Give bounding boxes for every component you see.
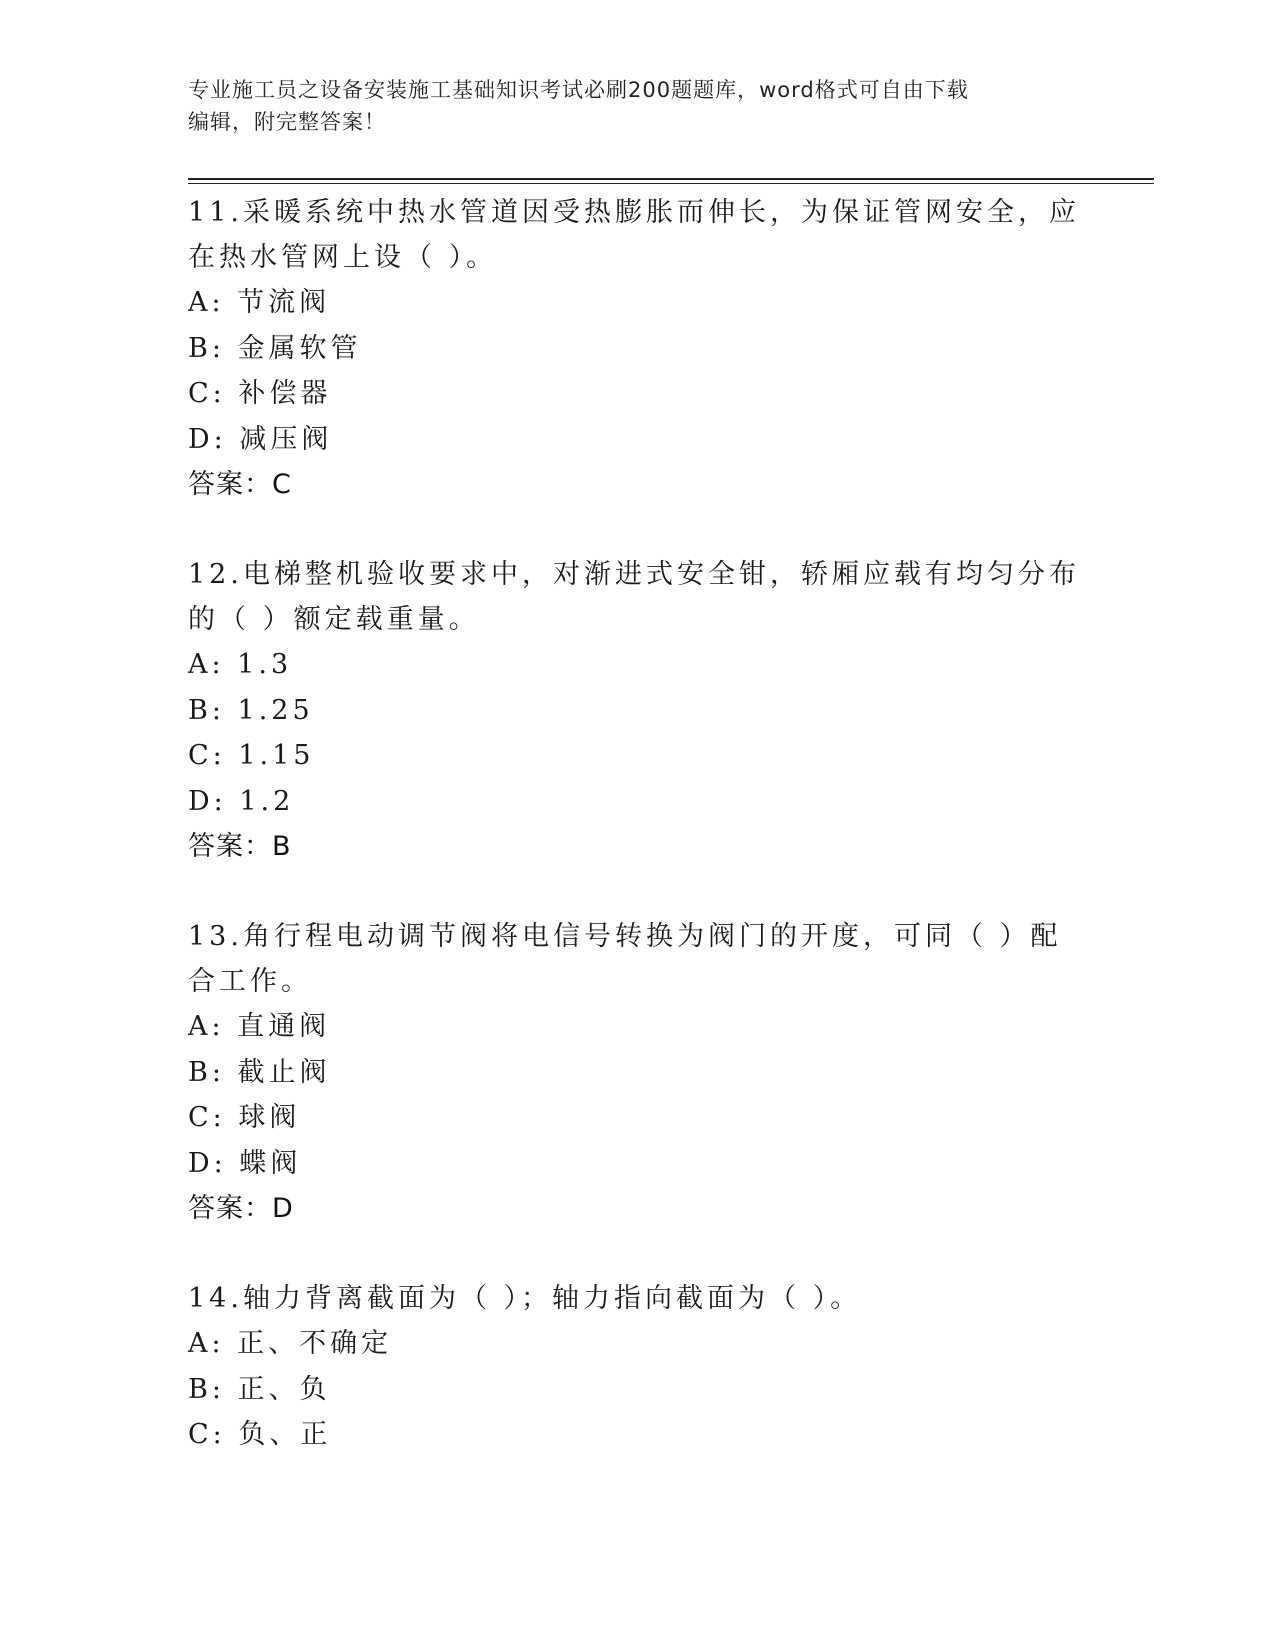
header-title-line-1: 专业施工员之设备安装施工基础知识考试必刷200题题库，word格式可自由下载	[188, 78, 969, 102]
question-text: 14.轴力背离截面为（ ）；轴力指向截面为（ ）。	[188, 1283, 862, 1314]
option-c: C: 1.15	[188, 740, 315, 771]
option-c: C: 负、正	[188, 1419, 332, 1450]
question-text: 13.角行程电动调节阀将电信号转换为阀门的开度，可同（ ）配合工作。	[188, 921, 1062, 997]
option-d: D: 1.2	[188, 785, 295, 817]
header-divider-thick	[188, 178, 1154, 180]
option-a: A: 正、不确定	[188, 1328, 393, 1359]
option-a: A: 直通阀	[188, 1011, 331, 1042]
question-14	[188, 1276, 1088, 1458]
answer-line: 答案：B	[188, 831, 292, 862]
option-c: C: 球阀	[188, 1102, 301, 1133]
option-a: A: 节流阀	[188, 287, 331, 318]
option-b: B: 金属软管	[188, 332, 362, 364]
document-header	[188, 74, 1088, 138]
question-text: 12.电梯整机验收要求中，对渐进式安全钳，轿厢应载有均匀分布的（ ）额定载重量。	[188, 559, 1080, 635]
option-b: B: 截止阀	[188, 1056, 331, 1088]
question-text: 11.采暖系统中热水管道因受热膨胀而伸长，为保证管网安全，应在热水管网上设（ ）。	[188, 197, 1080, 273]
question-11	[188, 190, 1088, 507]
option-d: D: 减压阀	[188, 423, 333, 455]
option-b: B: 正、负	[188, 1373, 331, 1405]
header-title-line-2: 编辑，附完整答案！	[188, 110, 386, 134]
header-divider-thin	[188, 183, 1154, 184]
question-13	[188, 914, 1088, 1231]
answer-line: 答案：C	[188, 469, 292, 500]
option-b: B: 1.25	[188, 694, 314, 726]
answer-line: 答案：D	[188, 1193, 294, 1224]
question-12	[188, 552, 1088, 869]
option-d: D: 蝶阀	[188, 1147, 302, 1179]
question-list	[188, 190, 1088, 1503]
option-c: C: 补偿器	[188, 378, 332, 409]
option-a: A: 1.3	[188, 649, 293, 680]
